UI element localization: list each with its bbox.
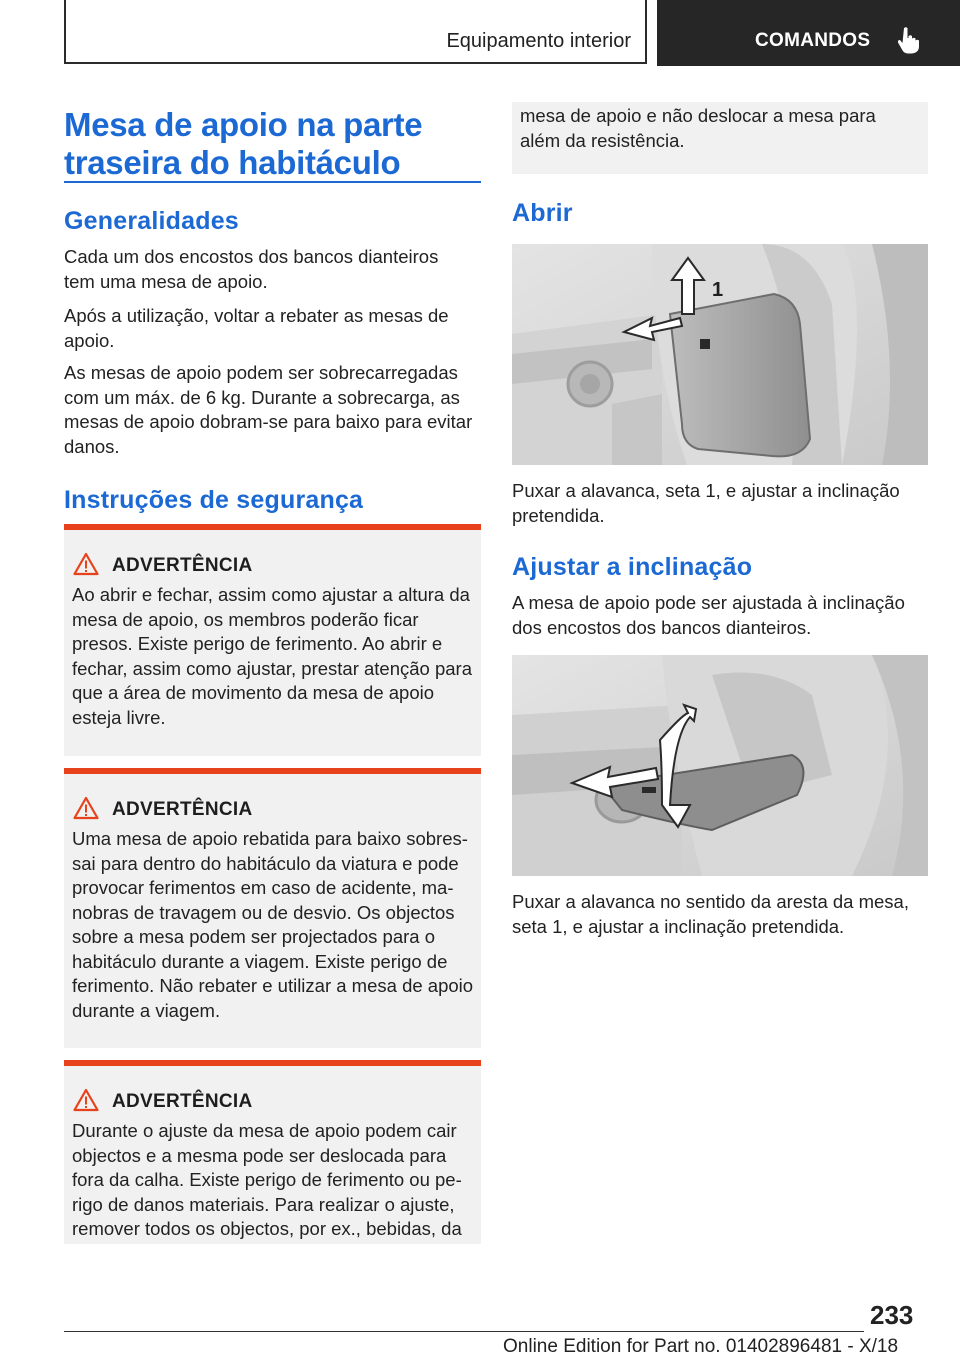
header-section: Equipamento interior [446, 30, 631, 52]
figure-tilt-illustration [512, 655, 928, 876]
heading-instrucoes-seguranca: Instruções de segurança [64, 486, 364, 514]
figure-open-illustration [512, 244, 928, 465]
warning-box [64, 524, 481, 756]
warning-bar [64, 1060, 481, 1066]
warning-text: Uma mesa de apoio rebatida para baixo sobressai para dentro do habitáculo da viatura e pode provocar ferimentos em caso de acidente, manobras de travagem ou de desvio. Os objectos sobre a mesa podem ser projectados para o habitáculo durante a viagem. Existe perigo de ferimento. Não rebater e utilizar a mesa de apoio durante a viagem. [72, 828, 474, 1021]
paragraph-tilt-intro: A mesa de apoio pode ser ajustada à inclinação dos encostos dos bancos dianteiros. [512, 592, 905, 638]
paragraph-general-2: Após a utilização, voltar a rebater as mesas de apoio. [64, 305, 449, 351]
heading-ajustar-inclinacao: Ajustar a inclinação [512, 553, 753, 581]
footer-rule [64, 1331, 864, 1332]
warning-triangle-icon [73, 552, 99, 576]
header-chapter-label: COMANDOS [755, 30, 871, 51]
warning-bar [64, 524, 481, 530]
caption-open: Puxar a alavanca, seta 1, e ajustar a inclinação pretendida. [512, 480, 900, 526]
header-frame [64, 0, 647, 64]
warning-label: ADVERTÊNCIA [112, 555, 253, 576]
warning-label: ADVERTÊNCIA [112, 1091, 253, 1112]
title-rule [64, 181, 481, 183]
warning-box [64, 1060, 481, 1244]
warning-text: Ao abrir e fechar, assim como ajustar a altura da mesa de apoio, os membros poderão ficar presos. Existe perigo de ferimento. Ao abrir e fechar, assim como ajustar, prestar atenção para que a área de movimento da mesa de apoio esteja livre. [72, 584, 473, 728]
warning-triangle-icon [73, 796, 99, 820]
figure-label-1: 1 [712, 279, 724, 301]
caption-tilt: Puxar a alavanca no sentido da aresta da mesa, seta 1, e ajustar a inclinação pretendida. [512, 891, 909, 937]
pointing-hand-icon [896, 26, 922, 54]
footer-edition: Online Edition for Part no. 01402896481 - X/18 [503, 1336, 899, 1357]
warning-text: Durante o ajuste da mesa de apoio podem cair objectos e a mesma pode ser deslocada para fora da calha. Existe perigo de ferimento ou perigo de danos materiais. Para realizar o ajuste, remover todos os objectos, por ex., bebidas, da [72, 1120, 462, 1239]
figure-open-table [512, 244, 928, 465]
figure-tilt-table [512, 655, 928, 876]
warning-continuation [512, 102, 928, 174]
heading-generalidades: Generalidades [64, 207, 239, 235]
warning-box [64, 768, 481, 1048]
warning-label: ADVERTÊNCIA [112, 799, 253, 820]
warning-triangle-icon [73, 1088, 99, 1112]
warning-continuation-text: mesa de apoio e não deslocar a mesa para além da resistência. [520, 105, 876, 151]
page-number: 233 [870, 1300, 914, 1330]
page-title: Mesa de apoio na parte traseira do habitáculo [64, 106, 423, 181]
heading-abrir: Abrir [512, 199, 573, 227]
warning-bar [64, 768, 481, 774]
paragraph-general-1: Cada um dos encostos dos bancos dianteiros tem uma mesa de apoio. [64, 246, 439, 292]
paragraph-general-3: As mesas de apoio podem ser sobrecarregadas com um máx. de 6 kg. Durante a sobrecarga, as mesas de apoio dobram-se para baixo para evitar danos. [64, 362, 473, 457]
header-chapter-tab[interactable] [657, 0, 960, 66]
